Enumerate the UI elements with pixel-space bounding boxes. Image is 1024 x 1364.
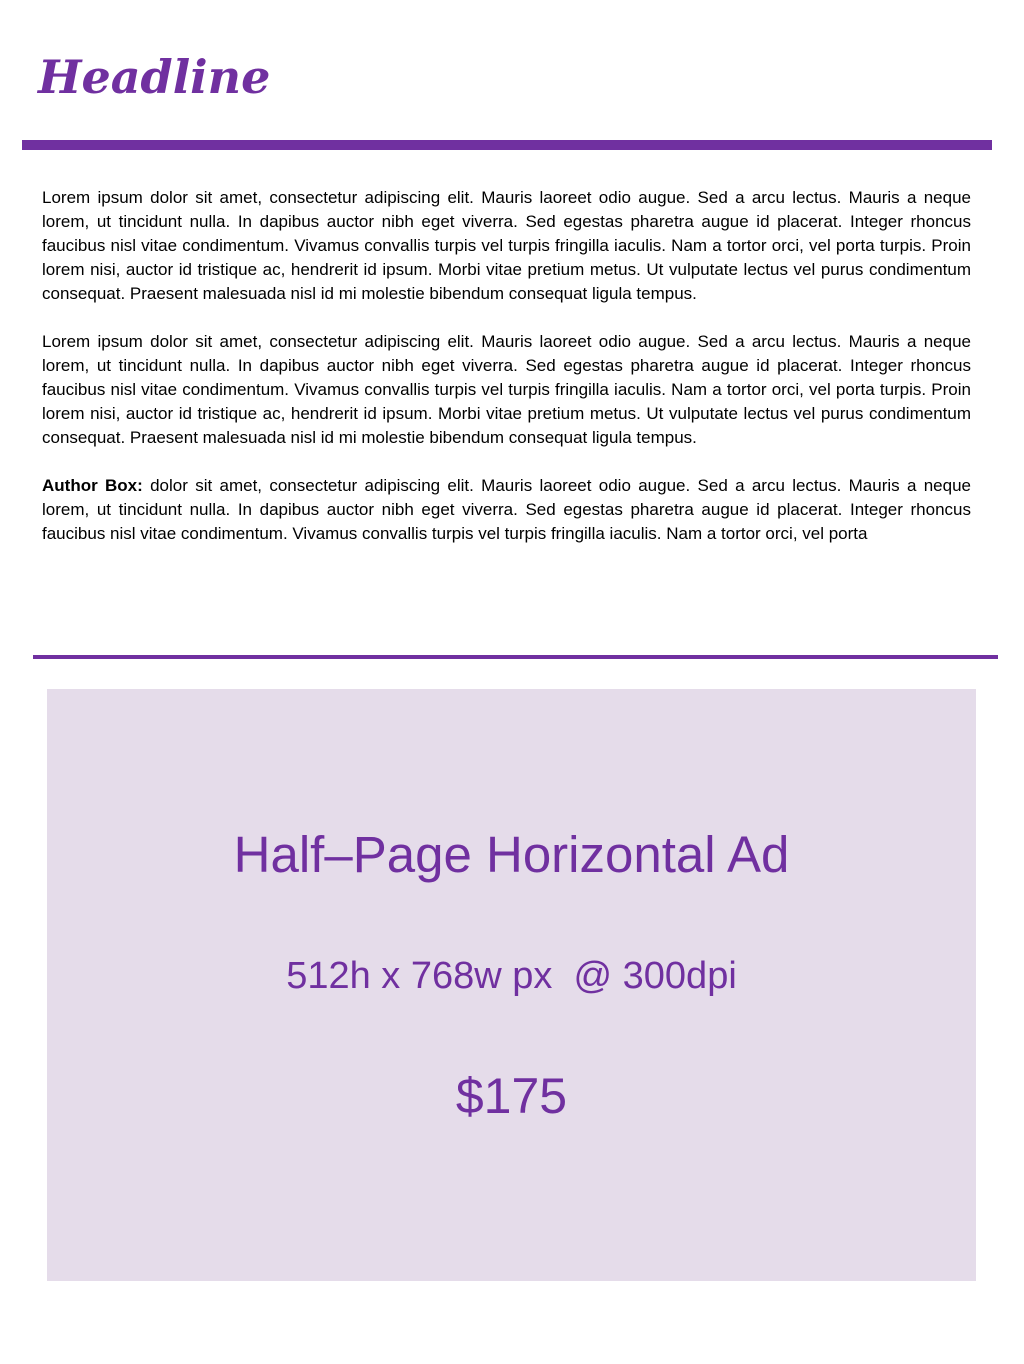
article-body [42, 186, 971, 546]
ad-placeholder [47, 689, 976, 1281]
author-box [42, 474, 971, 546]
author-box-text: dolor sit amet, consectetur adipiscing elit. Mauris laoreet odio augue. Sed a arcu lectus. Mauris a neque lorem, ut tincidunt nulla. In dapibus auctor nibh eget viverra. Sed egestas pharetra augue id placerat. Integer rhoncus faucibus nisl vitae condimentum. Vivamus convallis turpis vel turpis fringilla iaculis. Nam a tortor orci, vel porta [42, 476, 971, 543]
ad-title: Half–Page Horizontal Ad [233, 826, 790, 883]
ad-price: $175 [455, 1068, 568, 1124]
section-divider [33, 655, 998, 659]
ad-dimensions: 512h x 768w px @ 300dpi [286, 955, 737, 997]
body-paragraph: Lorem ipsum dolor sit amet, consectetur adipiscing elit. Mauris laoreet odio augue. Sed a arcu lectus. Mauris a neque lorem, ut tincidunt nulla. In dapibus auctor nibh eget viverra. Sed egestas pharetra augue id placerat. Integer rhoncus faucibus nisl vitae condimentum. Vivamus convallis turpis vel turpis fringilla iaculis. Nam a tortor orci, vel porta turpis. Proin lorem nisi, auctor id tristique ac, hendrerit id ipsum. Morbi vitae pretium metus. Ut vulputate lectus vel purus condimentum consequat. Praesent malesuada nisl id mi molestie bibendum consequat ligula tempus. [42, 332, 971, 447]
author-box-label: Author Box: [42, 476, 143, 495]
body-paragraph: Lorem ipsum dolor sit amet, consectetur adipiscing elit. Mauris laoreet odio augue. Sed a arcu lectus. Mauris a neque lorem, ut tincidunt nulla. In dapibus auctor nibh eget viverra. Sed egestas pharetra augue id placerat. Integer rhoncus faucibus nisl vitae condimentum. Vivamus convallis turpis vel turpis fringilla iaculis. Nam a tortor orci, vel porta turpis. Proin lorem nisi, auctor id tristique ac, hendrerit id ipsum. Morbi vitae pretium metus. Ut vulputate lectus vel purus condimentum consequat. Praesent malesuada nisl id mi molestie bibendum consequat ligula tempus. [42, 188, 971, 303]
headline: Headline [38, 50, 271, 104]
headline-divider [22, 140, 992, 150]
